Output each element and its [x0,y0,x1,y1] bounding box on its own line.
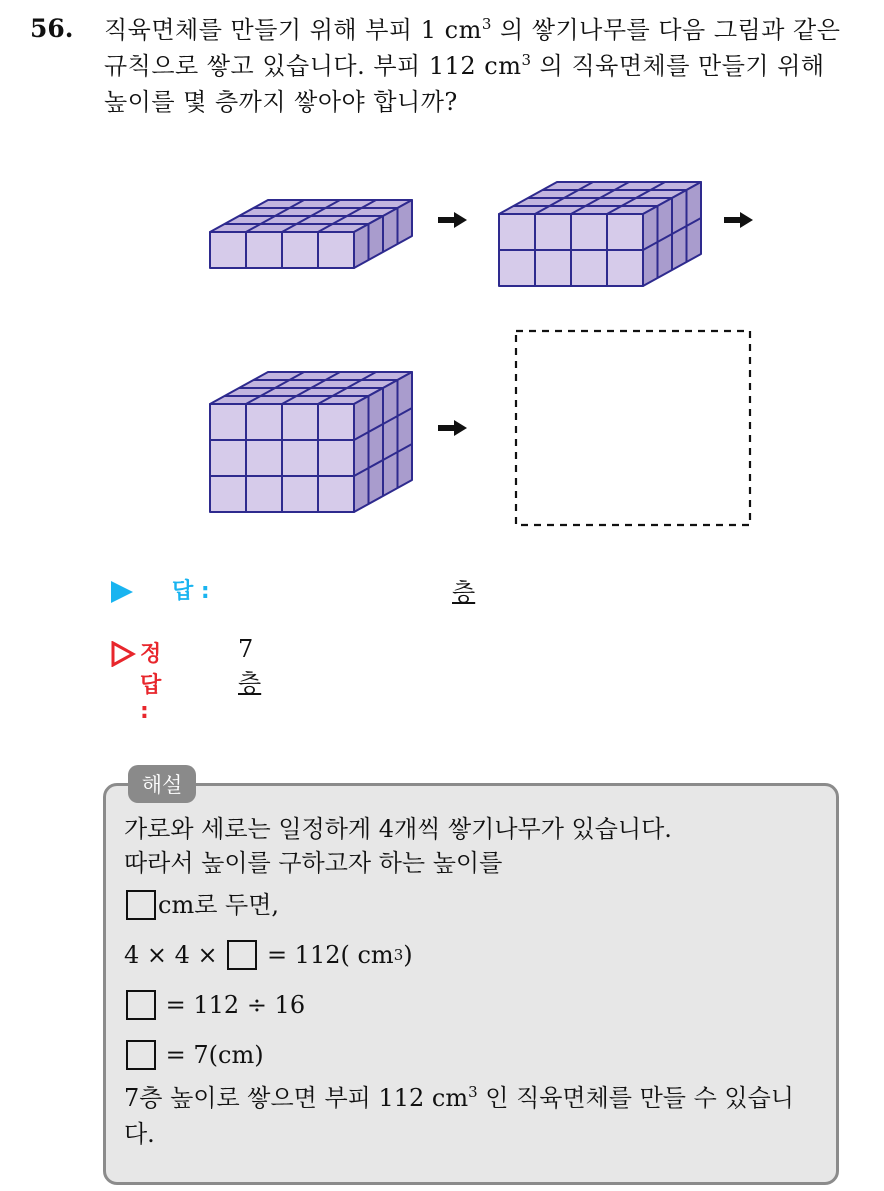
question-line-1: 직육면체를 만들기 위해 부피 1 $cm^3$ 의 쌓기나무를 다음 그림과 같은 [104,15,841,44]
explanation-body [124,812,834,1152]
blank-box [227,940,257,970]
explanation-line-6: = 7(cm) [124,1030,834,1080]
cube-stack-figure [0,0,884,560]
blank-box [126,990,156,1020]
explanation-line-1: 가로와 세로는 일정하게 4개씩 쌓기나무가 있습니다. [124,815,672,843]
cube-stack-2-layers [499,182,701,286]
explanation-line-4: 4 × 4 × = 112( cm 3 ) [124,941,413,969]
blank-box [126,1040,156,1070]
question-number: 56. [30,14,74,43]
cube-stack-3-layers [210,372,412,512]
right-arrow-icon [438,420,467,436]
explanation-line-3: cm로 두면, [124,880,834,930]
question-line-3: 높이를 몇 층까지 쌓아야 합니까? [104,88,458,116]
right-arrow-icon [724,212,753,228]
answer-label: 답 : [172,579,210,604]
explanation-line-7: 7층 높이로 쌓으면 부피 112 $cm^3$ 인 직육면체를 만들 수 있습니 [124,1083,794,1112]
empty-answer-placeholder [516,331,750,525]
blank-box [126,890,156,920]
right-arrow-icon [438,212,467,228]
question-line-2: 규칙으로 쌓고 있습니다. 부피 112 $cm^3$ 의 직육면체를 만들기 위해 [104,51,825,80]
correct-answer-value: 7층 [238,635,262,697]
correct-answer-label: 정답 : [140,642,162,724]
explanation-line-8: 다. [124,1120,155,1148]
explanation-line-5: = 112 ÷ 16 [124,980,834,1030]
outline-triangle-icon [110,641,136,667]
cube-stack-1-layer [210,200,412,268]
answer-unit[interactable]: 층 [452,578,476,606]
explanation-tab: 해설 [128,765,196,803]
play-triangle-icon [110,580,134,604]
explanation-line-2: 따라서 높이를 구하고자 하는 높이를 [124,849,503,877]
